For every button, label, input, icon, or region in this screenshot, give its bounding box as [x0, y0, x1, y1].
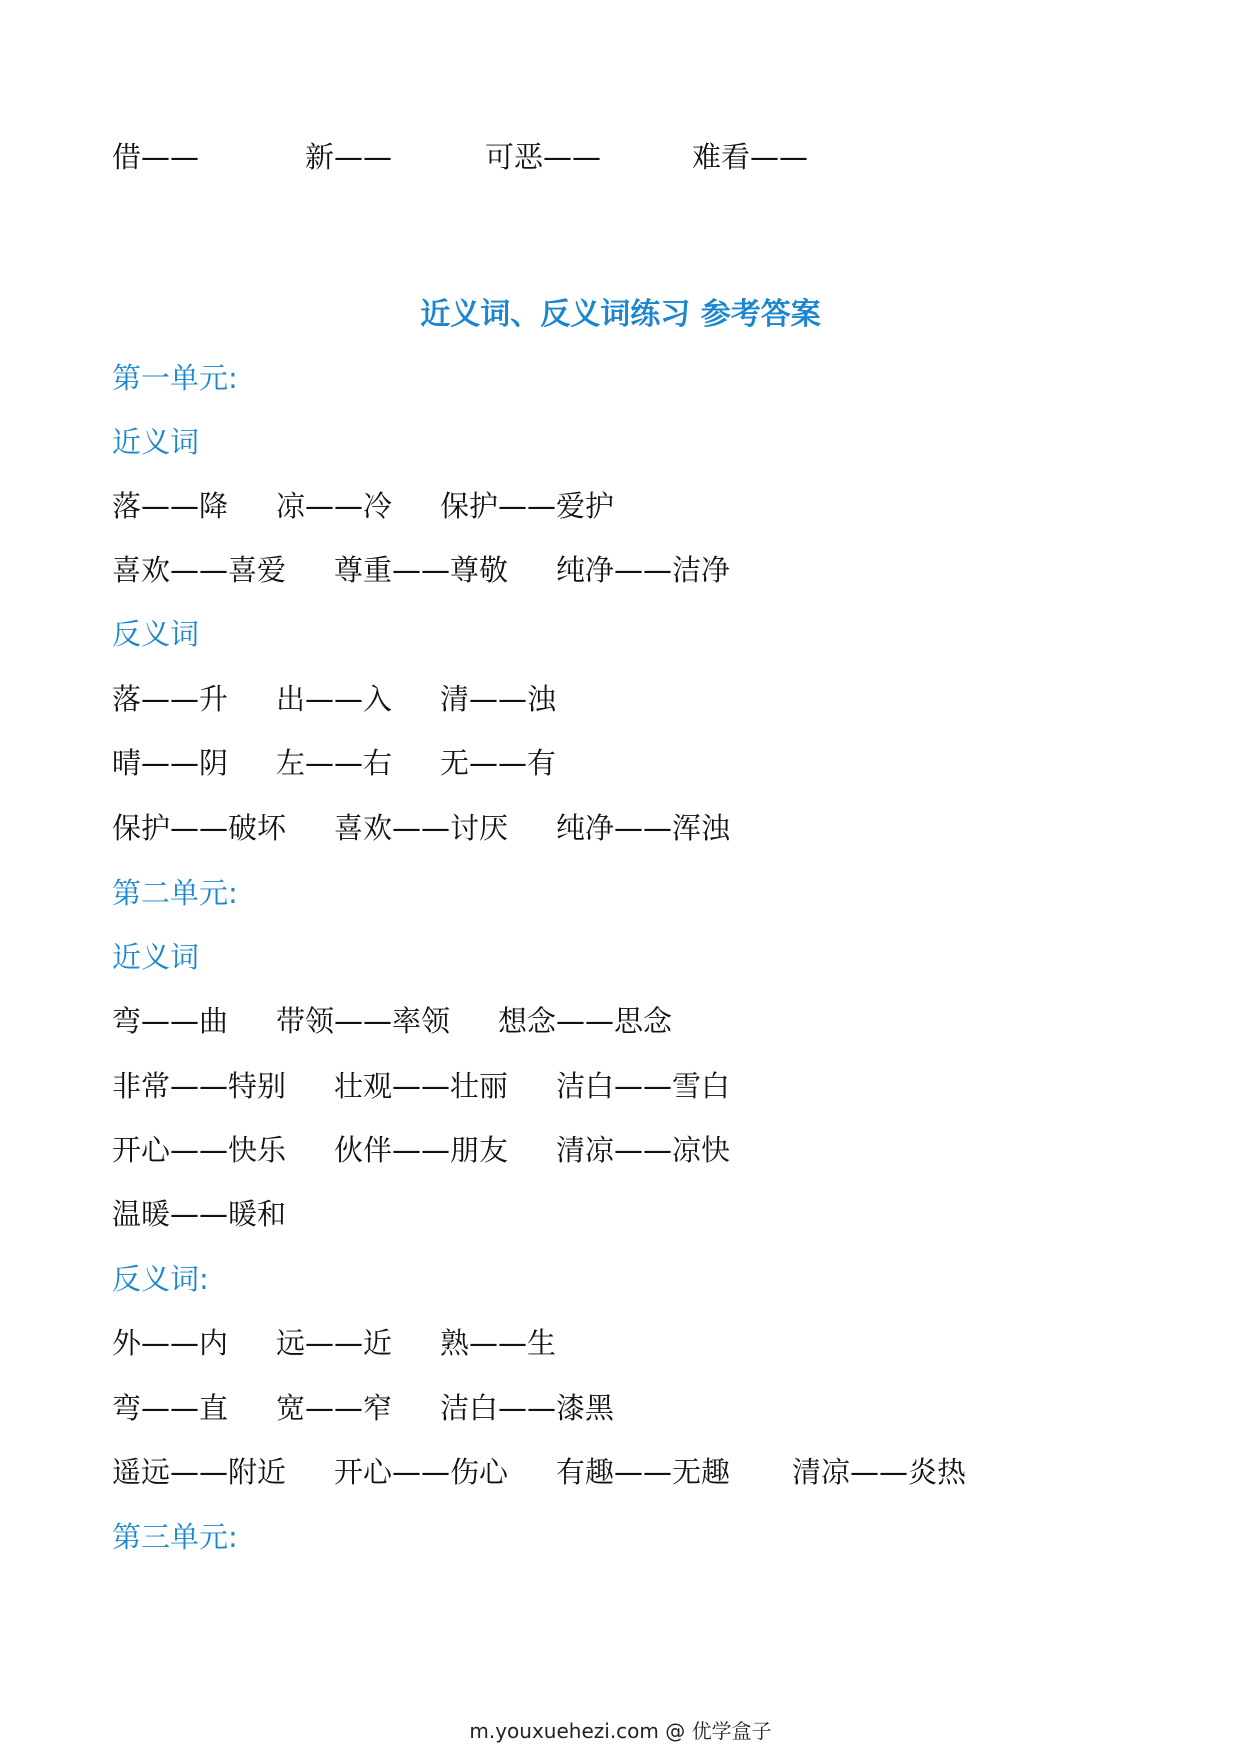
word-pair-row	[112, 1452, 966, 1492]
unit1-antonyms-label: 反义词	[112, 617, 200, 651]
exercise-item: 可恶——	[485, 140, 602, 174]
word-pair-row	[112, 1001, 672, 1041]
unit1-heading: 第一单元:	[112, 361, 238, 395]
word-pair: 落——升	[112, 682, 229, 716]
word-pair: 有趣——无趣	[556, 1455, 731, 1489]
exercise-item: 难看——	[692, 140, 809, 174]
word-pair-row	[112, 1066, 730, 1106]
word-pair: 遥远——附近	[112, 1455, 287, 1489]
unit2-synonyms-label: 近义词	[112, 940, 200, 974]
word-pair: 非常——特别	[112, 1069, 287, 1103]
word-pair: 弯——曲	[112, 1004, 229, 1038]
word-pair: 尊重——尊敬	[334, 553, 509, 587]
unit2-heading: 第二单元:	[112, 876, 238, 910]
word-pair: 温暖——暖和	[112, 1197, 287, 1231]
answer-title: 近义词、反义词练习 参考答案	[420, 297, 821, 332]
word-pair: 纯净——洁净	[556, 553, 731, 587]
word-pair: 清凉——炎热	[792, 1455, 967, 1489]
word-pair: 喜欢——喜爱	[112, 553, 287, 587]
word-pair-row	[112, 1323, 556, 1363]
exercise-item: 借——	[112, 140, 200, 174]
word-pair: 壮观——壮丽	[334, 1069, 509, 1103]
word-pair-row	[112, 486, 614, 526]
word-pair: 洁白——雪白	[556, 1069, 731, 1103]
word-pair-row	[112, 1388, 614, 1428]
word-pair-row	[112, 679, 556, 719]
word-pair: 远——近	[276, 1326, 393, 1360]
word-pair: 保护——爱护	[440, 489, 615, 523]
word-pair: 落——降	[112, 489, 229, 523]
word-pair: 清凉——凉快	[556, 1133, 731, 1167]
word-pair: 保护——破坏	[112, 811, 287, 845]
unit3-heading: 第三单元:	[112, 1520, 238, 1554]
word-pair: 洁白——漆黑	[440, 1391, 615, 1425]
word-pair: 出——入	[276, 682, 393, 716]
word-pair: 无——有	[440, 746, 557, 780]
word-pair: 宽——窄	[276, 1391, 393, 1425]
word-pair: 想念——思念	[498, 1004, 673, 1038]
word-pair-row	[112, 1130, 730, 1170]
word-pair: 弯——直	[112, 1391, 229, 1425]
word-pair: 带领——率领	[276, 1004, 451, 1038]
word-pair-row	[112, 743, 556, 783]
word-pair-row	[112, 550, 730, 590]
word-pair: 外——内	[112, 1326, 229, 1360]
word-pair: 晴——阴	[112, 746, 229, 780]
word-pair: 左——右	[276, 746, 393, 780]
word-pair: 开心——快乐	[112, 1133, 287, 1167]
unit2-antonyms-label: 反义词:	[112, 1262, 209, 1296]
word-pair-row	[112, 1194, 286, 1234]
word-pair: 凉——冷	[276, 489, 393, 523]
word-pair: 清——浊	[440, 682, 557, 716]
unit1-synonyms-label: 近义词	[112, 425, 200, 459]
word-pair: 开心——伤心	[334, 1455, 509, 1489]
word-pair: 纯净——浑浊	[556, 811, 731, 845]
footer-watermark: m.youxuehezi.com @ 优学盒子	[469, 1719, 772, 1743]
word-pair: 喜欢——讨厌	[334, 811, 509, 845]
word-pair: 熟——生	[440, 1326, 557, 1360]
word-pair: 伙伴——朋友	[334, 1133, 509, 1167]
word-pair-row	[112, 808, 730, 848]
exercise-item: 新——	[305, 140, 393, 174]
